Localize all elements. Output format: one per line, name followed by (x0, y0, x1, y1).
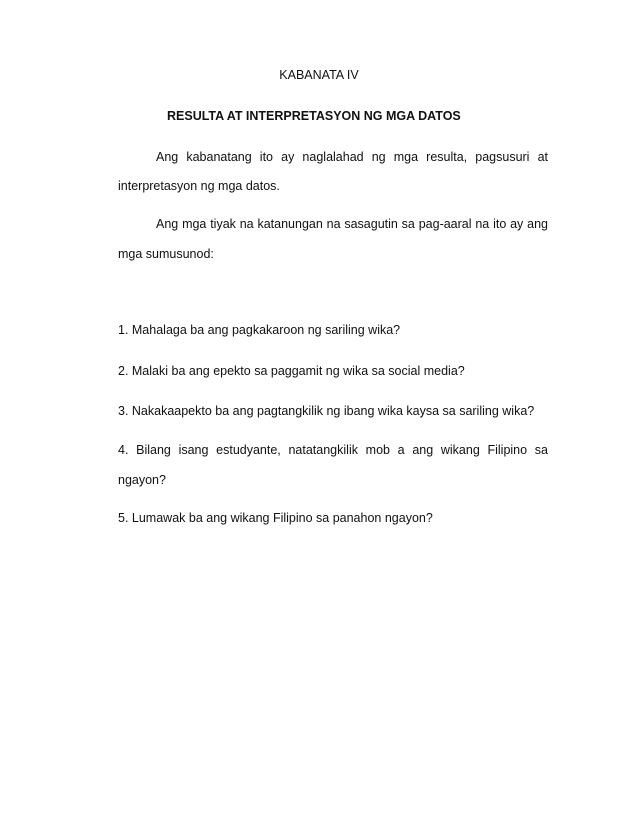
question-4-line-1: 4. Bilang isang estudyante, natatangkilik mob a ang wikang Filipino sa (118, 443, 548, 457)
question-2: 2. Malaki ba ang epekto sa paggamit ng wika sa social media? (118, 364, 465, 378)
question-1: 1. Mahalaga ba ang pagkakaroon ng sariling wika? (118, 323, 401, 337)
chapter-heading: KABANATA IV (279, 68, 359, 82)
paragraph-2-line-2: mga sumusunod: (118, 247, 214, 261)
section-title: RESULTA AT INTERPRETASYON NG MGA DATOS (167, 109, 461, 123)
paragraph-2-line-1: Ang mga tiyak na katanungan na sasagutin sa pag-aaral na ito ay ang (156, 217, 548, 231)
paragraph-1-line-2: interpretasyon ng mga datos. (118, 179, 280, 193)
question-5: 5. Lumawak ba ang wikang Filipino sa panahon ngayon? (118, 511, 433, 525)
paragraph-1-line-1: Ang kabanatang ito ay naglalahad ng mga resulta, pagsusuri at (156, 150, 548, 164)
question-3: 3. Nakakaapekto ba ang pagtangkilik ng ibang wika kaysa sa sariling wika? (118, 404, 535, 418)
question-4-line-2: ngayon? (118, 473, 166, 487)
